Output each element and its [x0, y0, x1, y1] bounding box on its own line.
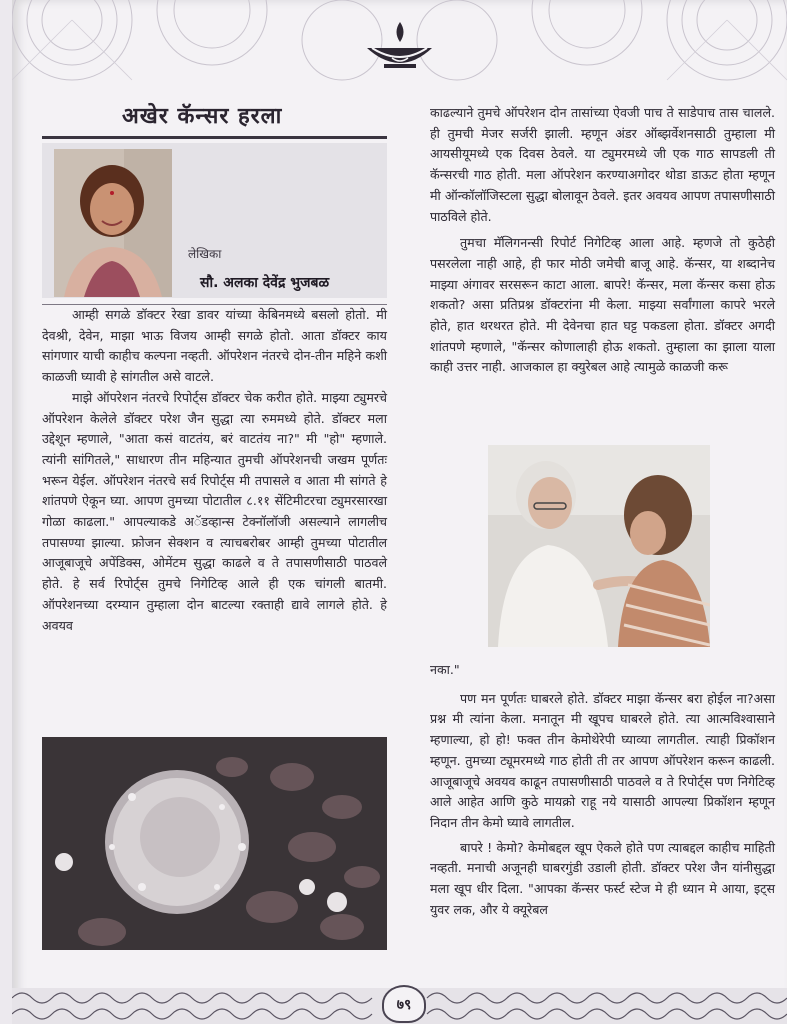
body-paragraph: माझे ऑपरेशन नंतरचे रिपोर्ट्स डॉक्टर चेक करीत होते. माझ्या ट्युमरचे ऑपरेशन केलेले डॉक्टर परेश जैन सुद्धा त्या रुममध्ये होते. डॉक्टर मला उद्देशून म्हणाले, "आता कसं वाटतंय, बरं वाटतंय ना?" मी "हो" म्हणाले. त्यांनी सांगितले," साधारण तीन महिन्यात तुमची ऑपरेशनची जखम पूर्णतः भरून येईल. ऑपरेशन नंतरचे सर्व रिपोर्ट्स मी तपासले व आता मी सांगते हे शांतपणे ऐकून घ्या. आपण तुमच्या पोटातील ८.११ सेंटिमीटरचा ट्युमरसारखा गोळा काढला." आपल्याकडे अॅडव्हान्स टेक्नॉलॉजी असल्याने लागलीच तपासण्या झाल्या. फ्रोजन सेक्शन व त्याचबरोबर आम्ही तुमच्या पोटातील आजूबाजूचे अपेंडिक्स, ओमेंटम सुद्धा काढले व ते तपासणीसाठी पाठवले होते. हे सर्व रिपोर्ट्स तुमचे निगेटिव्ह आले ही एक चांगली बातमी. ऑपरेशनच्या दरम्यान तुम्हाला दोन बाटल्या रक्ताही द्यावे लागले होते. हे अवयव	[42, 389, 387, 633]
title-divider	[42, 136, 387, 139]
magazine-page	[12, 0, 787, 1024]
author-name: सौ. अलका देवेंद्र भुजबळ	[200, 275, 330, 291]
body-paragraph: काढल्याने तुमचे ऑपरेशन दोन तासांच्या ऐवजी पाच ते साडेपाच तास चालले. ही तुमची मेजर सर्जरी झाली. म्हणून अंडर ऑब्झर्वेशनसाठी तुम्हाला मी आयसीयूमध्ये एक दिवस ठेवले. या ट्युमरमध्ये जी एक गाठ सापडली ती कॅन्सरची गाठ होती. मला ऑपरेशन करण्याअगोदर थोडा डाऊट होता म्हणून मी ऑन्कॉलॉजिस्टला सुद्धा बोलावून ठेवले. इतर अवयव आपण तपासणीसाठी पाठविले होते.	[430, 105, 775, 224]
mandala-pattern	[12, 0, 787, 95]
author-portrait-image	[54, 149, 172, 297]
left-column	[42, 100, 387, 636]
diya-lamp-icon	[367, 22, 432, 68]
cancer-cell-image	[42, 737, 387, 950]
right-column-bottom	[430, 660, 775, 920]
page-number-badge	[382, 985, 426, 1023]
doctor-consoling-patient-image	[488, 445, 710, 647]
body-paragraph: पण मन पूर्णतः घाबरले होते. डॉक्टर माझा कॅन्सर बरा होईल ना?असा प्रश्न मी त्यांना केला. मनातून मी खूपच घाबरले होते. त्या आत्मविश्वासाने म्हणाल्या, हो हो! फक्त तीन केमोथेरेपी घ्याव्या लागतील. त्याही प्रिकॉशन म्हणून. तुमच्या ट्यूमरमध्ये गाठ होती ती तर आपण ऑपरेशन करून काढली. आजूबाजूचे अवयव काढून तपासणीसाठी पाठवले व ते रिपोर्ट्स पण निगेटिव्ह आले आहेत आणि कुठे मायक्रो राहू नये यासाठी आपल्या प्रिकॉशन म्हणून निदान तीन केमो घ्यावे लागतील.	[430, 690, 775, 830]
page-number: ७९	[396, 996, 412, 1013]
body-paragraph: बापरे ! केमो? केमोबद्दल खूप ऐकले होते पण त्याबद्दल काहीच माहिती नव्हती. मनाची अजूनही घाबरगुंडी उडाली होती. डॉक्टर परेश जैन यांनीसुद्धा मला खूप धीर दिला. "आपका कॅन्सर फर्स्ट स्टेज मे ही ध्यान मे आया, इट्स युवर लक, और ये क्यूरेबल	[430, 839, 775, 917]
top-decoration	[12, 0, 787, 95]
author-box	[42, 143, 387, 298]
body-paragraph: नका."	[430, 662, 460, 677]
article-title: अखेर कॅन्सर हरला	[122, 103, 283, 129]
right-column-top	[430, 103, 775, 378]
doctor-patient-photo	[488, 445, 710, 647]
cancer-cell-illustration	[42, 737, 387, 950]
author-role: लेखिका	[188, 247, 222, 261]
body-paragraph: तुमचा मॅलिगनन्सी रिपोर्ट निगेटिव्ह आला आहे. म्हणजे तो कुठेही पसरलेला नाही आहे, ही फार मोठी जमेची बाजू आहे. कॅन्सर, या शब्दानेच माझ्या अंगावर सरसरून काटा आला. बापरे! कॅन्सर, मला कॅन्सर कसा होऊ शकतो? असा प्रतिप्रश्न डॉक्टरांना मी केला. माझ्या सर्वांगाला कापरे भरले होते, हात थरथरत होते. मी देवेनचा हात घट्ट पकडला होता. डॉक्टर अगदी शांतपणे म्हणाले, "कॅन्सर कोणालाही होऊ शकतो. तुम्हाला का झाला याला काही उत्तर नाही. आजकाल हा क्युरेबल आहे त्यामुळे काळजी करू	[430, 235, 775, 375]
author-photo	[54, 149, 172, 297]
body-paragraph: आम्ही सगळे डॉक्टर रेखा डावर यांच्या केबिनमध्ये बसलो होतो. मी देवश्री, देवेन, माझा भाऊ विजय आम्ही सगळे होतो. आता डॉक्टर काय सांगणार याची काहीच कल्पना नव्हती. ऑपरेशन नंतरचे दोन-तीन महिने कशी काळजी घ्यावी हे सांगतील असे वाटले.	[42, 307, 387, 385]
